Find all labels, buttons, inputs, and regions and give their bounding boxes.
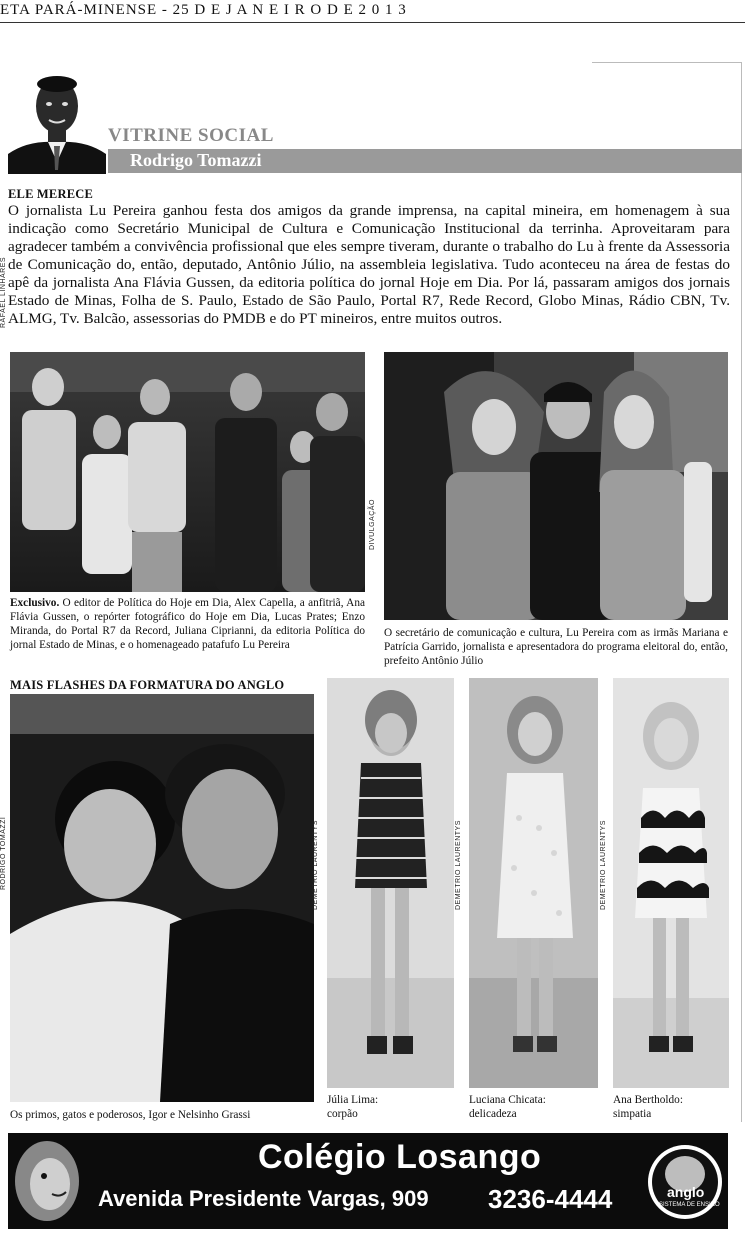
section-formatura-heading: MAIS FLASHES DA FORMATURA DO ANGLO [10,678,285,692]
photo-group-caption [10,596,365,652]
photo-luciana-chicata [469,678,598,1088]
ad-school-name: Colégio Losango [258,1138,542,1176]
photo-julia-lima [327,678,454,1088]
photo-lu-pereira-sisters [384,352,728,620]
article-body: O jornalista Lu Pereira ganhou festa dos amigos da grande imprensa, na capital mineira, em homenagem à sua indicação como Secretário Municipal de Cultura e Comunicação Institucional da terrinha. Aproveitaram para agradecer também a convivência profissional que eles sempre tiveram, durante o trabalho do Lu à frente da Assessoria de Comunicação do, então, deputado, Antônio Júlio, na assembleia legislativa. Tudo aconteceu na área de festas do apê da jornalista Ana Flávia Gussen, da editoria política do jornal Hoje em Dia. Por lá, passaram amigos dos jornais Estado de Minas, Folha de S. Paulo, Estado de São Paulo, Portal R7, Rede Record, Globo Minas, Rádio CBN, Tv. ALMG, Tv. Balcão, assessorias do PMDB e do PT mineiros, entre muitos outros. [8,202,730,327]
photo-luciana-caption [469,1093,598,1121]
photo-luciana-credit: DEMETRIO LAURENTYS [455,820,462,910]
photo-julia-word: corpão [327,1108,358,1120]
photo-ana-credit: DEMETRIO LAURENTYS [600,820,607,910]
photo-group-caption-text: O editor de Política do Hoje em Dia, Alex Capella, a anfitriã, Ana Flávia Gussen, o repórter fotográfico do Hoje em Dia, Lucas Prates; Enzo Miranda, do Portal R7 da Record, Juliana Ciprianni, da editoria Política do jornal Estado de Minas, e o homenageado patafufo Lu Pereira [10,597,365,651]
columnist-portrait [8,62,106,174]
article-heading: ELE MERECE [8,187,94,201]
column-author: Rodrigo Tomazzi [130,150,262,170]
photo-ana-caption [613,1093,729,1121]
photo-luciana-name: Luciana Chicata: [469,1094,546,1106]
photo-luciana-word: delicadeza [469,1108,517,1120]
masthead: ETA PARÁ-MINENSE - 25 D E J A N E I R O D E 2 0 1 3 [0,2,407,18]
lion-icon [12,1136,82,1226]
photo-ana-bertholdo [613,678,729,1088]
anglo-logo-subtext: SISTEMA DE ENSINO [659,1202,720,1208]
photo-ana-word: simpatia [613,1108,652,1120]
anglo-logo [645,1140,725,1224]
photo-julia-name: Júlia Lima: [327,1094,379,1106]
anglo-logo-text: anglo [667,1184,705,1200]
photo-group-caption-lead: Exclusivo. [10,597,60,609]
photo-cousins [10,694,314,1102]
photo-julia-credit: DEMETRIO LAURENTYS [312,820,319,910]
masthead-rule [0,22,745,23]
photo-lu-caption: O secretário de comunicação e cultura, Lu Pereira com as irmãs Mariana e Patrícia Garrido, jornalista e apresentadora do programa eleitoral do, então, prefeito Antônio Júlio [384,627,728,667]
ad-address: Avenida Presidente Vargas, 909 [98,1186,429,1211]
photo-ana-name: Ana Bertholdo: [613,1094,683,1106]
photo-julia-caption [327,1093,454,1121]
column-frame-top [592,62,742,63]
ad-phone: 3236-4444 [488,1184,613,1214]
portrait-credit: RAFAEL LINHARES [0,256,7,328]
column-kicker: VITRINE SOCIAL [108,125,274,146]
photo-group-friends [10,352,365,592]
photo-cousins-caption: Os primos, gatos e poderosos, Igor e Nelsinho Grassi [10,1109,251,1121]
column-frame-right [741,62,742,1122]
photo-lu-credit: DIVULGAÇÃO [369,499,376,550]
photo-cousins-credit: RODRIGO TOMAZZI [0,816,7,890]
